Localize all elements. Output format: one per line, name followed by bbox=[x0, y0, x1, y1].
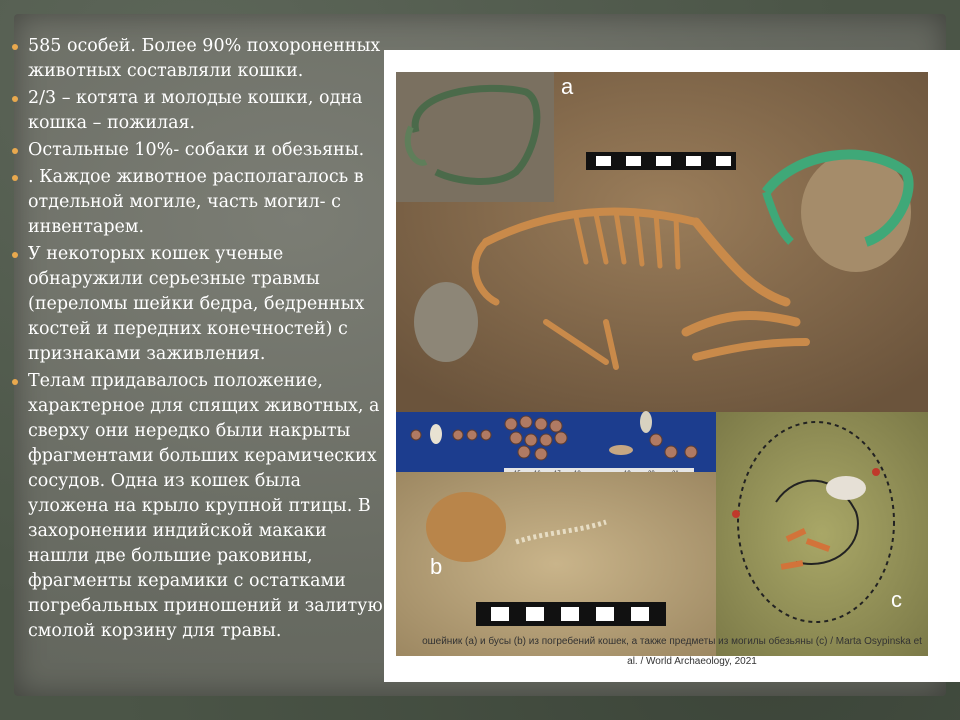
shell bbox=[640, 411, 652, 433]
excavation-photo bbox=[396, 72, 928, 656]
bullet-item: Телам придавалось положение, характерное для спящих животных, а сверху они нередко были накрыты фрагментами больших керамических сосудов. Одна из кошек была уложена на крыло крупной птицы. В захоронении индийской макаки нашли две большие раковины, фрагменты керамики с остатками погребальных приношений и залитую смолой корзину для травы. bbox=[8, 369, 383, 644]
shell bbox=[430, 424, 442, 444]
label-c: c bbox=[891, 587, 902, 612]
scale-bar bbox=[476, 602, 666, 626]
figure-caption: ошейник (a) и бусы (b) из погребений кошек, а также предметы из могилы обезьяны (c) / Marta Osypinska et al. / World Archaeology, 2021 bbox=[422, 636, 922, 667]
bullet-dot-icon bbox=[12, 148, 18, 154]
bullet-dot-icon bbox=[12, 175, 18, 181]
label-b: b bbox=[430, 554, 443, 579]
bullet-item: Остальные 10%- собаки и обезьяны. bbox=[8, 138, 383, 163]
bullet-dot-icon bbox=[12, 252, 18, 258]
shell bbox=[826, 476, 866, 500]
photo-collage bbox=[396, 72, 928, 656]
cat-remains bbox=[426, 492, 506, 562]
bullet-item: 2/3 – котята и молодые кошки, одна кошка – пожилая. bbox=[8, 86, 383, 136]
label-a: a bbox=[561, 74, 574, 99]
bullet-list bbox=[8, 34, 383, 646]
bone-fragment bbox=[609, 445, 633, 455]
bullet-item: 585 особей. Более 90% похороненных животных составляли кошки. bbox=[8, 34, 383, 84]
stone bbox=[414, 282, 478, 362]
burial-c bbox=[716, 412, 928, 656]
figure bbox=[384, 50, 960, 682]
bullet-item: У некоторых кошек ученые обнаружили серьезные травмы (переломы шейки бедра, бедренных костей и передних конечностей) с признаками заживления. bbox=[8, 242, 383, 367]
bullet-dot-icon bbox=[12, 96, 18, 102]
bullet-dot-icon bbox=[12, 379, 18, 385]
scale-bar bbox=[586, 152, 736, 170]
bullet-dot-icon bbox=[12, 44, 18, 50]
bullet-item: . Каждое животное располагалось в отдельной могиле, часть могил- с инвентарем. bbox=[8, 165, 383, 240]
